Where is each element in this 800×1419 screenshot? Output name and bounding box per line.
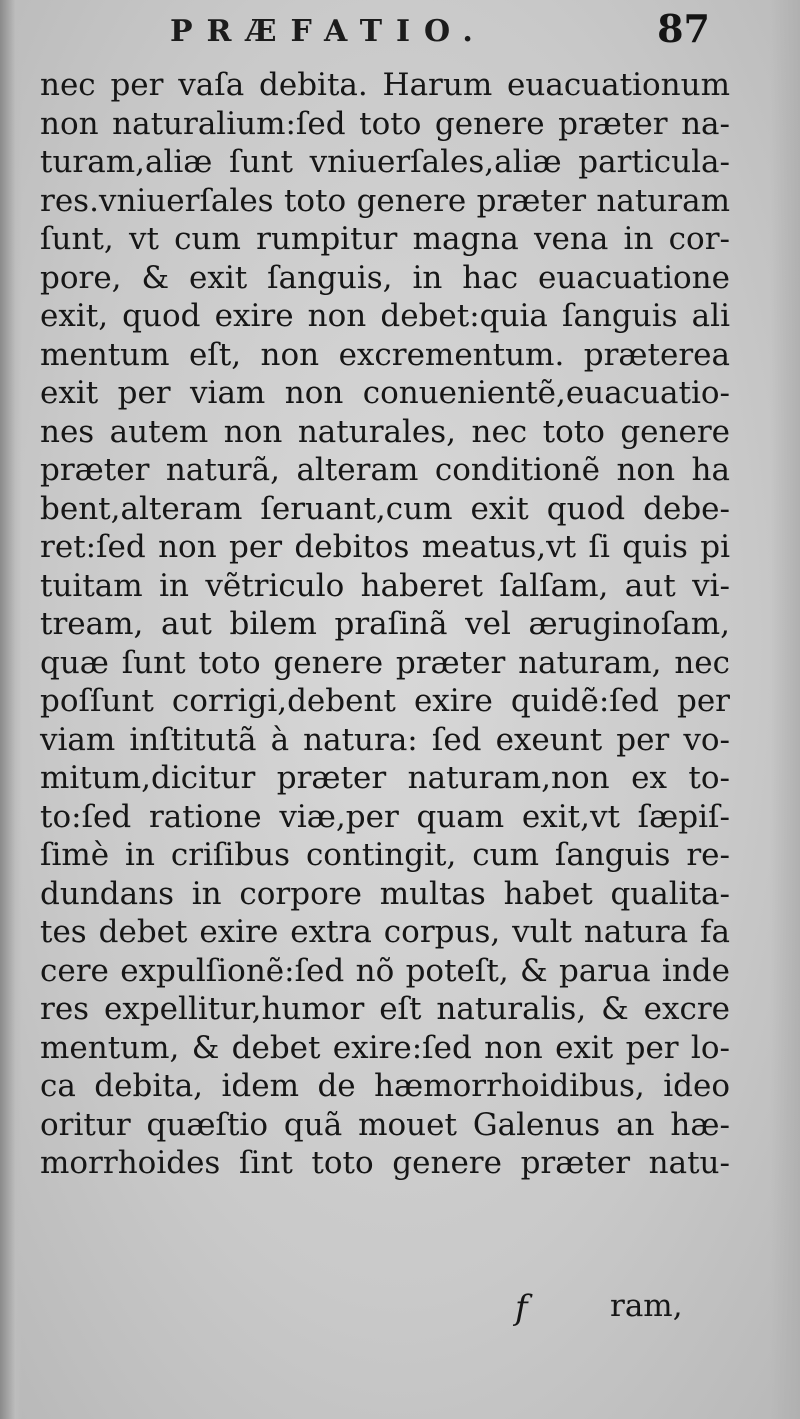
text-line: exit, quod exire non debet:quia ſanguis ali xyxy=(40,298,730,334)
text-line: cere expulſionẽ:ſed nõ poteſt, & parua inde xyxy=(40,952,730,989)
text-line: quæ ſunt toto genere præter naturam, nec xyxy=(40,644,730,681)
text-line: res expellitur,humor eſt naturalis, & excre xyxy=(40,991,730,1027)
text-line: dundans in corpore multas habet qualita- xyxy=(40,875,730,912)
text-line: præter naturã, alteram conditionẽ non ha xyxy=(40,452,730,488)
page-gutter-shadow xyxy=(0,0,22,1419)
signature-mark: f xyxy=(515,1288,528,1328)
text-line: pore, & exit ſanguis, in hac euacuatione xyxy=(40,259,730,296)
text-line: turam,aliæ ſunt vniuerſales,aliæ particula- xyxy=(40,144,730,180)
text-line: exit per viam non conuenientẽ,euacuatio- xyxy=(40,375,730,411)
body-text xyxy=(40,66,730,1183)
text-line: ſunt, vt cum rumpitur magna vena in cor- xyxy=(40,221,730,257)
text-line: non naturalium:ſed toto genere præter na- xyxy=(40,105,730,142)
text-line: morrhoides ſint toto genere præter natu- xyxy=(40,1145,730,1181)
text-line: tes debet exire extra corpus, vult natura fa xyxy=(40,914,730,950)
text-line: poſſunt corrigi,debent exire quidẽ:ſed per xyxy=(40,683,730,719)
text-line: bent,alteram ſeruant,cum exit quod debe- xyxy=(40,490,730,527)
catchword: ram, xyxy=(610,1288,683,1324)
text-line: res.vniuerſales toto genere præter naturam xyxy=(40,182,730,219)
text-line: mentum, & debet exire:ſed non exit per lo- xyxy=(40,1029,730,1066)
text-line: mitum,dicitur præter naturam,non ex to- xyxy=(40,760,730,796)
text-line: oritur quæſtio quã mouet Galenus an hæ- xyxy=(40,1106,730,1143)
text-line: ca debita, idem de hæmorrhoidibus, ideo xyxy=(40,1068,730,1104)
page-number: 87 xyxy=(657,6,710,51)
running-head: PRÆFATIO. xyxy=(170,14,487,49)
text-line: viam inſtitutã à natura: ſed exeunt per vo- xyxy=(40,721,730,758)
text-line: tuitam in vẽtriculo haberet ſalſam, aut vi- xyxy=(40,567,730,604)
text-line: nes autem non naturales, nec toto genere xyxy=(40,413,730,450)
text-line: tream, aut bilem praſinã vel æruginoſam, xyxy=(40,606,730,642)
text-line: mentum eſt, non excrementum. præterea xyxy=(40,336,730,373)
text-line: nec per vaſa debita. Harum euacuationum xyxy=(40,67,730,103)
page-edge-shadow xyxy=(770,0,800,1419)
text-line: to:ſed ratione viæ,per quam exit,vt ſæpiſ- xyxy=(40,798,730,835)
text-line: ret:ſed non per debitos meatus,vt ſi quis pi xyxy=(40,529,730,565)
text-line: ſimè in criſibus contingit, cum ſanguis re- xyxy=(40,837,730,873)
